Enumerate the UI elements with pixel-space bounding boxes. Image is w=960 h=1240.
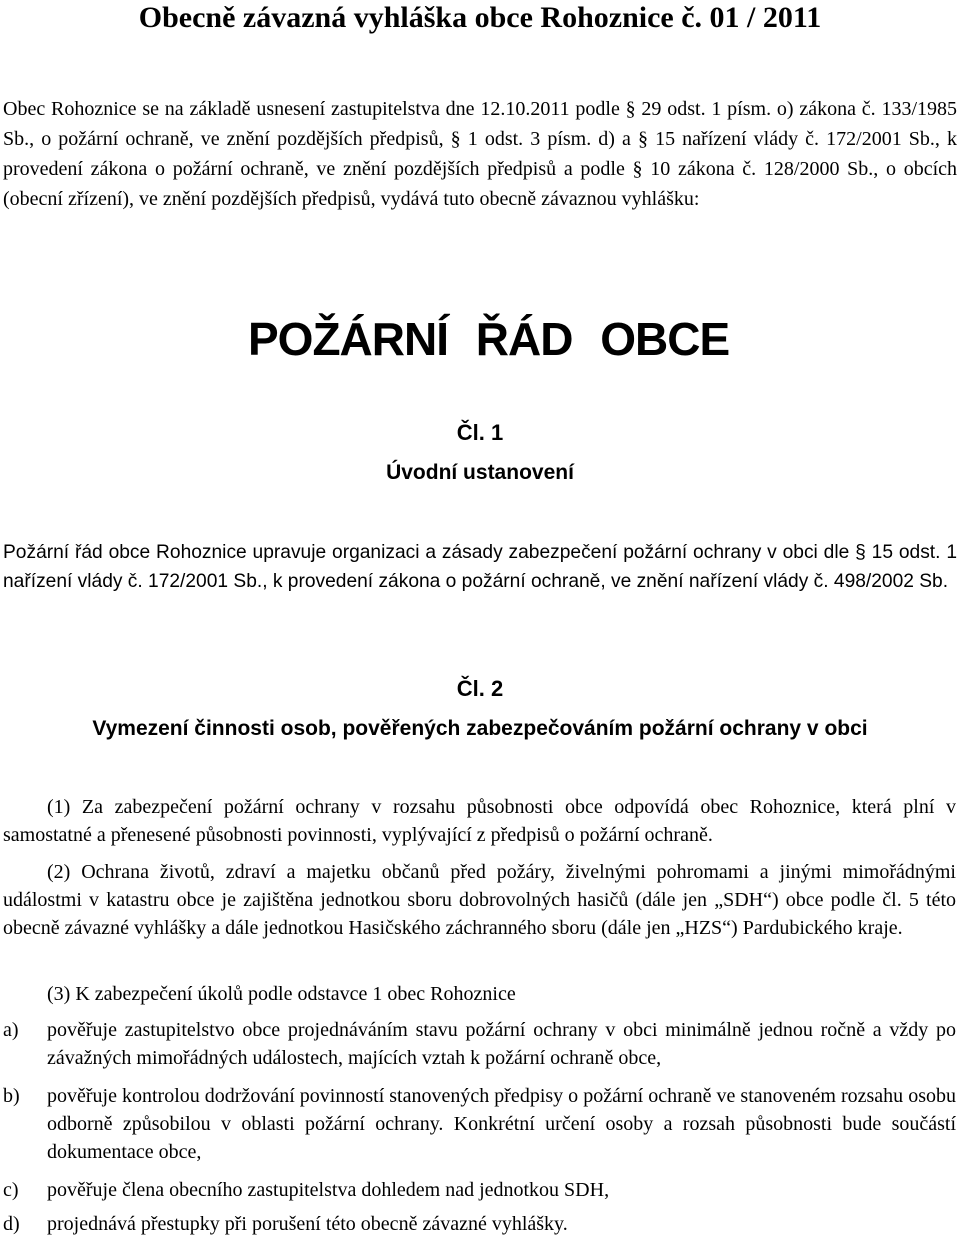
list-item-label: a): [3, 1019, 19, 1041]
article-1-number: Čl. 1: [456, 420, 504, 445]
list-item-d: [3, 1210, 956, 1238]
article-1-text: Požární řád obce Rohoznice upravuje organizaci a zásady zabezpečení požární ochrany v obci dle § 15 odst. 1 nařízení vlády č. 172/2001 Sb., k provedení zákona o požární ochraně, ve znění nařízení vlády č. 498/2002 Sb.: [3, 542, 957, 592]
list-item-label: d): [3, 1213, 20, 1235]
article-2-title: Vymezení činnosti osob, pověřených zabezpečováním požární ochrany v obci: [92, 717, 868, 740]
article-2-number: Čl. 2: [456, 676, 504, 701]
article-2-paragraph-2: [3, 858, 956, 942]
paragraph-1-text: (1) Za zabezpečení požární ochrany v rozsahu působnosti obce odpovídá obec Rohoznice, která plní v samostatné a přenesené působnosti povinnosti, vyplývající z předpisů o požární ochraně.: [3, 796, 956, 846]
document-title: Obecně závazná vyhláška obce Rohoznice č. 01 / 2011: [138, 1, 822, 34]
list-item-a: [3, 1016, 956, 1072]
list-item-text: pověřuje člena obecního zastupitelstva dohledem nad jednotkou SDH,: [47, 1179, 610, 1201]
list-item-text: projednává přestupky při porušení této obecně závazné vyhlášky.: [47, 1213, 568, 1235]
paragraph-3-text: (3) K zabezpečení úkolů podle odstavce 1 obec Rohoznice: [47, 983, 516, 1005]
list-item-text: pověřuje zastupitelstvo obce projednáváním stavu požární ochrany v obci minimálně jednou ročně a vždy po závažných mimořádných událostech, majících vztah k požární ochraně obce,: [47, 1019, 956, 1069]
intro-paragraph: Obec Rohoznice se na základě usnesení zastupitelstva dne 12.10.2011 podle § 29 odst. 1 písm. o) zákona č. 133/1985 Sb., o požární ochraně, ve znění pozdějších předpisů, § 1 odst. 3 písm. d) a § 15 nařízení vlády č. 172/2001 Sb., k provedení zákona o požární ochraně, ve znění pozdějších předpisů a podle § 10 zákona č. 128/2000 Sb., o obcích (obecní zřízení), ve znění pozdějších předpisů, vydává tuto obecně závaznou vyhlášku:: [3, 98, 957, 210]
list-item-label: c): [3, 1179, 19, 1201]
list-item-b: [3, 1082, 956, 1166]
list-item-text: pověřuje kontrolou dodržování povinností stanovených předpisy o požární ochraně ve stanoveném rozsahu osobu odborně způsobilou v oblasti požární ochrany. Konkrétní určení osoby a rozsah působnosti bude součástí dokumentace obce,: [47, 1085, 956, 1163]
article-2-paragraph-1: [3, 793, 956, 849]
fire-order-heading: POŽÁRNÍ ŘÁD OBCE: [248, 313, 730, 365]
list-item-c: [3, 1176, 956, 1204]
list-item-label: b): [3, 1085, 20, 1107]
paragraph-2-text: (2) Ochrana životů, zdraví a majetku občanů před požáry, živelnými pohromami a jinými mimořádnými událostmi v katastru obce je zajištěna jednotkou sboru dobrovolných hasičů (dále jen „SDH“) obce podle čl. 5 této obecně závazné vyhlášky a dále jednotkou Hasičského záchranného sboru (dále jen „HZS“) Pardubického kraje.: [3, 861, 956, 939]
article-1-title: Úvodní ustanovení: [386, 461, 574, 484]
article-2-paragraph-3: [3, 980, 956, 1008]
